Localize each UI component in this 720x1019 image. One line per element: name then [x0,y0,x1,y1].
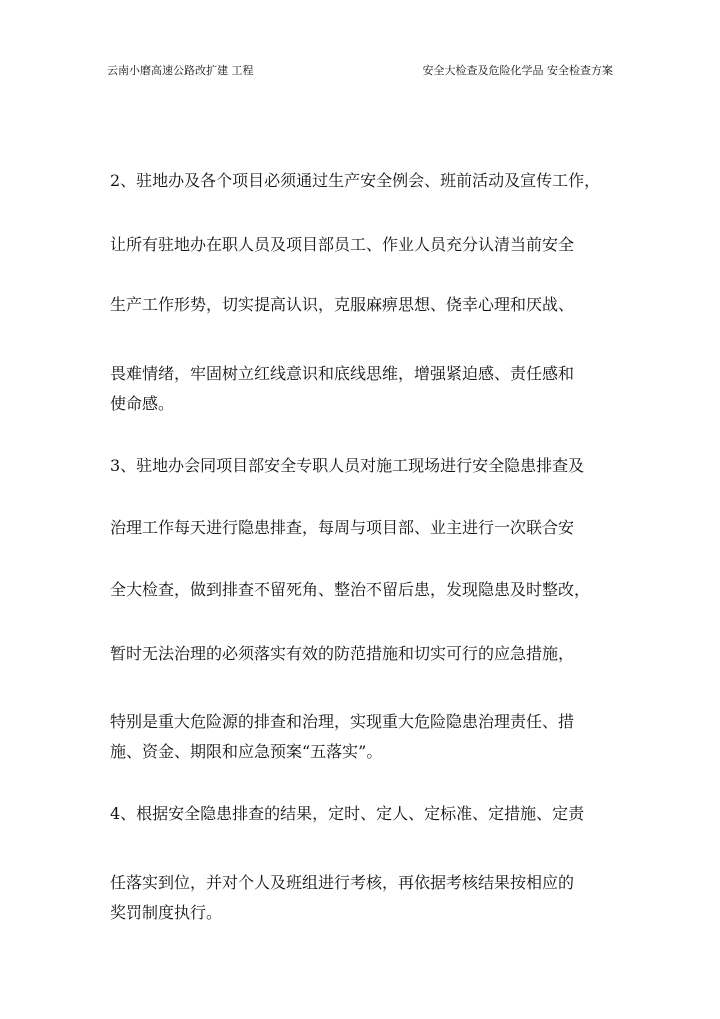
paragraph-line: 2、驻地办及各个项目必须通过生产安全例会、班前活动及宣传工作， [110,171,601,190]
paragraph-line: 4、根据安全隐患排查的结果，定时、定人、定标准、定措施、定责 [110,804,585,823]
paragraph-line: 畏难情绪，牢固树立红线意识和底线思维，增强紧迫感、责任感和 [110,364,575,383]
paragraph-line: 暂时无法治理的必须落实有效的防范措施和切实可行的应急措施， [110,644,575,663]
paragraph-line: 让所有驻地办在职人员及项目部员工、作业人员充分认清当前安全 [110,235,575,254]
paragraph-line: 奖罚制度执行。 [110,903,223,922]
paragraph-line: 生产工作形势，切实提高认识，克服麻痹思想、侥幸心理和厌战、 [110,295,575,314]
paragraph-line: 全大检查，做到排查不留死角、整治不留后患，发现隐患及时整改， [110,580,591,599]
header-project-name: 云南小磨高速公路改扩建 工程 [107,64,254,77]
paragraph-line: 3、驻地办会同项目部安全专职人员对施工现场进行安全隐患排查及 [110,456,585,475]
paragraph-line: 任落实到位，并对个人及班组进行考核，再依据考核结果按相应的 [110,873,575,892]
paragraph-line: 治理工作每天进行隐患排查，每周与项目部、业主进行一次联合安 [110,518,575,537]
paragraph-line: 施、资金、期限和应急预案“五落实”。 [110,742,383,761]
header-document-title: 安全大检查及危险化学品 安全检查方案 [422,64,613,77]
paragraph-line: 特别是重大危险源的排查和治理，实现重大危险隐患治理责任、措 [110,712,575,731]
paragraph-line: 使命感。 [110,394,175,413]
